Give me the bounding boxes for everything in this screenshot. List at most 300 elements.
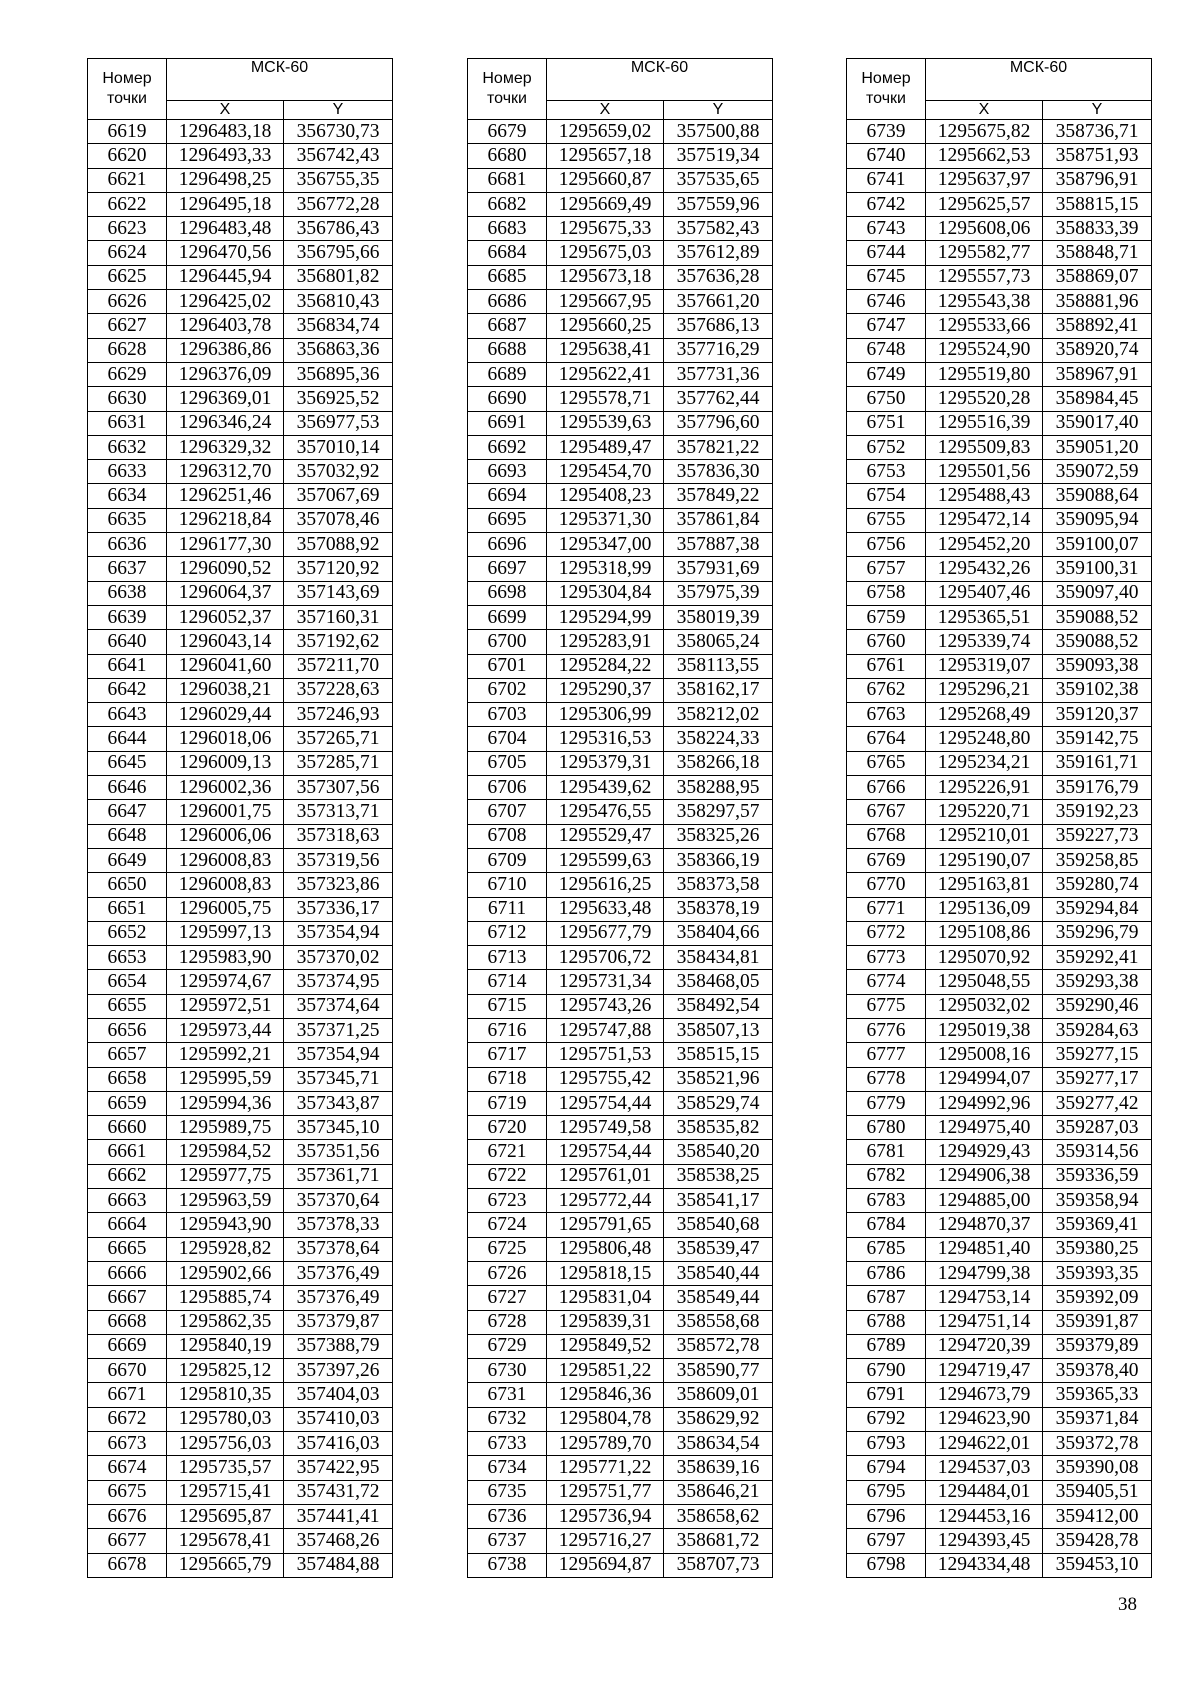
y-coordinate-cell: 359292,41	[1043, 946, 1152, 970]
point-number-cell: 6795	[847, 1480, 926, 1504]
y-coordinate-cell: 357379,87	[284, 1310, 393, 1334]
x-coordinate-cell: 1295578,71	[547, 387, 664, 411]
x-coordinate-cell: 1295637,97	[926, 168, 1043, 192]
y-coordinate-cell: 357120,92	[284, 557, 393, 581]
table-row	[847, 994, 1152, 1018]
table-row	[847, 1067, 1152, 1091]
table-row	[847, 484, 1152, 508]
point-number-cell: 6670	[88, 1359, 167, 1383]
x-coordinate-cell: 1295989,75	[167, 1116, 284, 1140]
table-row	[847, 1359, 1152, 1383]
y-coordinate-cell: 357246,93	[284, 703, 393, 727]
coordinate-system-header: МСК-60	[547, 59, 773, 101]
table-row	[468, 484, 773, 508]
y-coordinate-cell: 358707,73	[664, 1553, 773, 1577]
point-number-cell: 6779	[847, 1091, 926, 1115]
y-coordinate-cell: 358541,17	[664, 1189, 773, 1213]
y-coordinate-cell: 357285,71	[284, 751, 393, 775]
point-number-cell: 6793	[847, 1432, 926, 1456]
table-row	[468, 1504, 773, 1528]
point-number-cell: 6634	[88, 484, 167, 508]
y-coordinate-cell: 357484,88	[284, 1553, 393, 1577]
x-coordinate-cell: 1295290,37	[547, 678, 664, 702]
point-number-cell: 6756	[847, 533, 926, 557]
point-number-header: Номер точки	[847, 59, 926, 120]
point-number-cell: 6680	[468, 144, 547, 168]
y-coordinate-cell: 356863,36	[284, 338, 393, 362]
y-coordinate-cell: 356925,52	[284, 387, 393, 411]
x-coordinate-cell: 1295675,33	[547, 217, 664, 241]
point-number-cell: 6738	[468, 1553, 547, 1577]
point-number-cell: 6666	[88, 1261, 167, 1285]
table-row	[847, 338, 1152, 362]
x-coordinate-cell: 1295248,80	[926, 727, 1043, 751]
y-coordinate-cell: 358297,57	[664, 800, 773, 824]
point-number-cell: 6706	[468, 776, 547, 800]
table-row	[468, 824, 773, 848]
x-coordinate-cell: 1295660,87	[547, 168, 664, 192]
y-coordinate-cell: 358539,47	[664, 1237, 773, 1261]
x-coordinate-cell: 1296386,86	[167, 338, 284, 362]
x-coordinate-cell: 1294994,07	[926, 1067, 1043, 1091]
table-row	[88, 411, 393, 435]
point-number-cell: 6785	[847, 1237, 926, 1261]
point-number-cell: 6701	[468, 654, 547, 678]
point-number-cell: 6648	[88, 824, 167, 848]
y-coordinate-cell: 357345,71	[284, 1067, 393, 1091]
point-number-cell: 6623	[88, 217, 167, 241]
point-number-cell: 6711	[468, 897, 547, 921]
y-coordinate-cell: 357319,56	[284, 848, 393, 872]
x-coordinate-cell: 1295994,36	[167, 1091, 284, 1115]
y-coordinate-cell: 358492,54	[664, 994, 773, 1018]
table-row	[88, 1164, 393, 1188]
point-number-cell: 6727	[468, 1286, 547, 1310]
point-number-cell: 6686	[468, 290, 547, 314]
y-coordinate-cell: 358833,39	[1043, 217, 1152, 241]
y-coordinate-cell: 359088,52	[1043, 605, 1152, 629]
y-coordinate-cell: 358515,15	[664, 1043, 773, 1067]
x-coordinate-cell: 1295677,79	[547, 921, 664, 945]
x-coordinate-cell: 1295662,53	[926, 144, 1043, 168]
point-number-cell: 6786	[847, 1261, 926, 1285]
y-coordinate-cell: 357067,69	[284, 484, 393, 508]
x-coordinate-cell: 1296425,02	[167, 290, 284, 314]
x-coordinate-cell: 1295318,99	[547, 557, 664, 581]
y-coordinate-cell: 358535,82	[664, 1116, 773, 1140]
point-number-cell: 6690	[468, 387, 547, 411]
x-coordinate-cell: 1295665,79	[167, 1553, 284, 1577]
point-number-cell: 6659	[88, 1091, 167, 1115]
point-number-cell: 6783	[847, 1189, 926, 1213]
x-coordinate-cell: 1295754,44	[547, 1091, 664, 1115]
y-coordinate-cell: 359405,51	[1043, 1480, 1152, 1504]
point-number-cell: 6630	[88, 387, 167, 411]
x-coordinate-cell: 1296008,83	[167, 848, 284, 872]
table-row	[88, 290, 393, 314]
y-coordinate-cell: 359428,78	[1043, 1529, 1152, 1553]
y-coordinate-cell: 358572,78	[664, 1334, 773, 1358]
table-row	[468, 362, 773, 386]
y-coordinate-cell: 357410,03	[284, 1407, 393, 1431]
table-row	[468, 848, 773, 872]
y-coordinate-cell: 357416,03	[284, 1432, 393, 1456]
table-row	[847, 290, 1152, 314]
table-row	[88, 144, 393, 168]
x-coordinate-cell: 1296251,46	[167, 484, 284, 508]
point-number-cell: 6789	[847, 1334, 926, 1358]
x-coordinate-cell: 1295625,57	[926, 192, 1043, 216]
table-row	[88, 873, 393, 897]
point-number-cell: 6637	[88, 557, 167, 581]
x-coordinate-cell: 1294851,40	[926, 1237, 1043, 1261]
x-coordinate-cell: 1295543,38	[926, 290, 1043, 314]
table-row	[88, 1043, 393, 1067]
y-coordinate-cell: 359051,20	[1043, 435, 1152, 459]
y-coordinate-cell: 358404,66	[664, 921, 773, 945]
table-row	[847, 800, 1152, 824]
y-coordinate-cell: 359102,38	[1043, 678, 1152, 702]
y-coordinate-cell: 358658,62	[664, 1504, 773, 1528]
x-coordinate-cell: 1295501,56	[926, 460, 1043, 484]
x-coordinate-cell: 1295190,07	[926, 848, 1043, 872]
x-coordinate-cell: 1295557,73	[926, 265, 1043, 289]
table-row	[847, 1237, 1152, 1261]
x-coordinate-cell: 1295983,90	[167, 946, 284, 970]
point-number-cell: 6766	[847, 776, 926, 800]
y-coordinate-cell: 359277,17	[1043, 1067, 1152, 1091]
point-number-cell: 6636	[88, 533, 167, 557]
point-number-cell: 6739	[847, 120, 926, 144]
table-row	[88, 1140, 393, 1164]
table-row	[468, 1529, 773, 1553]
point-number-cell: 6628	[88, 338, 167, 362]
point-number-cell: 6761	[847, 654, 926, 678]
y-coordinate-cell: 357519,34	[664, 144, 773, 168]
table-row	[88, 557, 393, 581]
y-coordinate-cell: 358681,72	[664, 1529, 773, 1553]
x-coordinate-cell: 1295751,53	[547, 1043, 664, 1067]
y-coordinate-cell: 359378,40	[1043, 1359, 1152, 1383]
y-coordinate-cell: 358212,02	[664, 703, 773, 727]
x-coordinate-cell: 1296177,30	[167, 533, 284, 557]
y-coordinate-cell: 359380,25	[1043, 1237, 1152, 1261]
table-row	[847, 217, 1152, 241]
y-coordinate-cell: 357361,71	[284, 1164, 393, 1188]
point-number-cell: 6663	[88, 1189, 167, 1213]
table-row	[88, 217, 393, 241]
x-coordinate-cell: 1296005,75	[167, 897, 284, 921]
table-row	[468, 435, 773, 459]
y-coordinate-cell: 357468,26	[284, 1529, 393, 1553]
point-number-cell: 6676	[88, 1504, 167, 1528]
x-coordinate-cell: 1294393,45	[926, 1529, 1043, 1553]
y-coordinate-cell: 357211,70	[284, 654, 393, 678]
x-coordinate-cell: 1295048,55	[926, 970, 1043, 994]
table-row	[468, 217, 773, 241]
table-row	[847, 168, 1152, 192]
y-coordinate-cell: 356834,74	[284, 314, 393, 338]
y-coordinate-cell: 358378,19	[664, 897, 773, 921]
y-coordinate-cell: 359277,42	[1043, 1091, 1152, 1115]
y-coordinate-cell: 357731,36	[664, 362, 773, 386]
point-number-cell: 6737	[468, 1529, 547, 1553]
point-number-cell: 6622	[88, 192, 167, 216]
y-coordinate-cell: 357422,95	[284, 1456, 393, 1480]
table-row	[88, 192, 393, 216]
x-coordinate-cell: 1295529,47	[547, 824, 664, 848]
table-row	[468, 946, 773, 970]
x-coordinate-cell: 1296008,83	[167, 873, 284, 897]
point-number-cell: 6688	[468, 338, 547, 362]
x-coordinate-cell: 1295339,74	[926, 630, 1043, 654]
y-coordinate-cell: 359100,07	[1043, 533, 1152, 557]
y-coordinate-cell: 358639,16	[664, 1456, 773, 1480]
x-coordinate-cell: 1295657,18	[547, 144, 664, 168]
table-row	[468, 460, 773, 484]
y-coordinate-cell: 356742,43	[284, 144, 393, 168]
point-number-cell: 6635	[88, 508, 167, 532]
x-coordinate-cell: 1296001,75	[167, 800, 284, 824]
table-row	[88, 435, 393, 459]
point-number-cell: 6764	[847, 727, 926, 751]
table-row	[468, 314, 773, 338]
point-number-cell: 6658	[88, 1067, 167, 1091]
point-number-cell: 6754	[847, 484, 926, 508]
table-row	[468, 1359, 773, 1383]
table-row	[468, 1553, 773, 1577]
table-row	[847, 1164, 1152, 1188]
point-number-cell: 6762	[847, 678, 926, 702]
table-row	[468, 776, 773, 800]
point-number-cell: 6790	[847, 1359, 926, 1383]
y-coordinate-cell: 359358,94	[1043, 1189, 1152, 1213]
x-coordinate-cell: 1295977,75	[167, 1164, 284, 1188]
point-number-cell: 6703	[468, 703, 547, 727]
y-coordinate-cell: 357371,25	[284, 1018, 393, 1042]
y-coordinate-cell: 358967,91	[1043, 362, 1152, 386]
table-row	[468, 1310, 773, 1334]
coordinates-table-2	[467, 58, 773, 1578]
x-coordinate-cell: 1295772,44	[547, 1189, 664, 1213]
x-coordinate-cell: 1295294,99	[547, 605, 664, 629]
y-coordinate-cell: 359142,75	[1043, 727, 1152, 751]
point-number-cell: 6773	[847, 946, 926, 970]
x-coordinate-cell: 1296064,37	[167, 581, 284, 605]
table-row	[88, 605, 393, 629]
point-number-cell: 6678	[88, 1553, 167, 1577]
table-row	[847, 824, 1152, 848]
x-coordinate-cell: 1295284,22	[547, 654, 664, 678]
y-column-header: Y	[284, 101, 393, 120]
point-number-cell: 6777	[847, 1043, 926, 1067]
point-number-cell: 6745	[847, 265, 926, 289]
table-row	[847, 1286, 1152, 1310]
point-number-cell: 6707	[468, 800, 547, 824]
x-coordinate-cell: 1296369,01	[167, 387, 284, 411]
point-number-cell: 6775	[847, 994, 926, 1018]
table-row	[847, 1334, 1152, 1358]
table-row	[88, 1334, 393, 1358]
y-coordinate-cell: 359392,09	[1043, 1286, 1152, 1310]
y-coordinate-cell: 357500,88	[664, 120, 773, 144]
table-row	[468, 192, 773, 216]
y-coordinate-cell: 357374,95	[284, 970, 393, 994]
y-coordinate-cell: 358540,20	[664, 1140, 773, 1164]
point-number-cell: 6760	[847, 630, 926, 654]
point-number-cell: 6770	[847, 873, 926, 897]
x-coordinate-cell: 1296445,94	[167, 265, 284, 289]
y-coordinate-cell: 358373,58	[664, 873, 773, 897]
x-coordinate-cell: 1295818,15	[547, 1261, 664, 1285]
x-coordinate-cell: 1295963,59	[167, 1189, 284, 1213]
point-number-cell: 6697	[468, 557, 547, 581]
x-coordinate-cell: 1295660,25	[547, 314, 664, 338]
x-coordinate-cell: 1295070,92	[926, 946, 1043, 970]
y-coordinate-cell: 357354,94	[284, 1043, 393, 1067]
x-coordinate-cell: 1295669,49	[547, 192, 664, 216]
point-number-cell: 6626	[88, 290, 167, 314]
table-row	[88, 970, 393, 994]
x-coordinate-cell: 1295520,28	[926, 387, 1043, 411]
x-coordinate-cell: 1295234,21	[926, 751, 1043, 775]
table-row	[88, 168, 393, 192]
x-coordinate-cell: 1295539,63	[547, 411, 664, 435]
point-number-cell: 6715	[468, 994, 547, 1018]
table-row	[468, 1189, 773, 1213]
x-coordinate-cell: 1295675,82	[926, 120, 1043, 144]
table-row	[847, 1018, 1152, 1042]
y-coordinate-cell: 359294,84	[1043, 897, 1152, 921]
x-coordinate-cell: 1294885,00	[926, 1189, 1043, 1213]
table-row	[847, 1456, 1152, 1480]
x-coordinate-cell: 1295885,74	[167, 1286, 284, 1310]
x-coordinate-cell: 1296329,32	[167, 435, 284, 459]
table-row	[468, 411, 773, 435]
point-number-cell: 6696	[468, 533, 547, 557]
x-coordinate-cell: 1295789,70	[547, 1432, 664, 1456]
x-coordinate-cell: 1295716,27	[547, 1529, 664, 1553]
table-row	[468, 290, 773, 314]
table-row	[88, 630, 393, 654]
y-coordinate-cell: 358558,68	[664, 1310, 773, 1334]
point-number-cell: 6719	[468, 1091, 547, 1115]
y-coordinate-cell: 357887,38	[664, 533, 773, 557]
point-number-cell: 6641	[88, 654, 167, 678]
point-number-cell: 6639	[88, 605, 167, 629]
x-column-header: X	[167, 101, 284, 120]
y-coordinate-cell: 358920,74	[1043, 338, 1152, 362]
y-coordinate-cell: 357313,71	[284, 800, 393, 824]
y-coordinate-cell: 359088,64	[1043, 484, 1152, 508]
table-row	[468, 533, 773, 557]
table-row	[468, 727, 773, 751]
x-coordinate-cell: 1295731,34	[547, 970, 664, 994]
point-number-cell: 6730	[468, 1359, 547, 1383]
y-coordinate-cell: 357088,92	[284, 533, 393, 557]
point-number-cell: 6691	[468, 411, 547, 435]
x-coordinate-cell: 1296018,06	[167, 727, 284, 751]
table-row	[847, 678, 1152, 702]
y-coordinate-cell: 359120,37	[1043, 703, 1152, 727]
point-number-cell: 6669	[88, 1334, 167, 1358]
table-row	[88, 338, 393, 362]
x-coordinate-cell: 1295995,59	[167, 1067, 284, 1091]
y-coordinate-cell: 356772,28	[284, 192, 393, 216]
point-number-cell: 6767	[847, 800, 926, 824]
table-row	[88, 1213, 393, 1237]
y-coordinate-cell: 358892,41	[1043, 314, 1152, 338]
x-coordinate-cell: 1294623,90	[926, 1407, 1043, 1431]
table-row	[88, 1407, 393, 1431]
table-row	[88, 1189, 393, 1213]
point-number-cell: 6631	[88, 411, 167, 435]
point-number-cell: 6724	[468, 1213, 547, 1237]
x-coordinate-cell: 1296495,18	[167, 192, 284, 216]
point-number-cell: 6750	[847, 387, 926, 411]
y-coordinate-cell: 359391,87	[1043, 1310, 1152, 1334]
table-row	[847, 946, 1152, 970]
point-number-cell: 6759	[847, 605, 926, 629]
x-coordinate-cell: 1295754,44	[547, 1140, 664, 1164]
table-row	[88, 1116, 393, 1140]
point-number-cell: 6774	[847, 970, 926, 994]
x-coordinate-cell: 1295599,63	[547, 848, 664, 872]
table-row	[468, 897, 773, 921]
y-coordinate-cell: 357397,26	[284, 1359, 393, 1383]
table-row	[847, 776, 1152, 800]
table-row	[847, 751, 1152, 775]
x-coordinate-cell: 1295008,16	[926, 1043, 1043, 1067]
point-number-header: Номер точки	[468, 59, 547, 120]
y-coordinate-cell: 358736,71	[1043, 120, 1152, 144]
y-coordinate-cell: 357861,84	[664, 508, 773, 532]
y-coordinate-cell: 359336,59	[1043, 1164, 1152, 1188]
x-coordinate-cell: 1295715,41	[167, 1480, 284, 1504]
y-coordinate-cell: 357351,56	[284, 1140, 393, 1164]
point-number-cell: 6771	[847, 897, 926, 921]
point-number-cell: 6647	[88, 800, 167, 824]
x-coordinate-cell: 1296346,24	[167, 411, 284, 435]
y-coordinate-cell: 359453,10	[1043, 1553, 1152, 1577]
x-coordinate-cell: 1295210,01	[926, 824, 1043, 848]
y-coordinate-cell: 357535,65	[664, 168, 773, 192]
table-row	[468, 1432, 773, 1456]
y-coordinate-cell: 358609,01	[664, 1383, 773, 1407]
table-row	[88, 824, 393, 848]
x-coordinate-cell: 1295616,25	[547, 873, 664, 897]
point-number-cell: 6653	[88, 946, 167, 970]
x-coordinate-cell: 1295673,18	[547, 265, 664, 289]
x-coordinate-cell: 1295019,38	[926, 1018, 1043, 1042]
table-row	[88, 460, 393, 484]
y-coordinate-cell: 358065,24	[664, 630, 773, 654]
y-coordinate-cell: 357345,10	[284, 1116, 393, 1140]
point-number-cell: 6625	[88, 265, 167, 289]
y-coordinate-cell: 357160,31	[284, 605, 393, 629]
y-coordinate-cell: 359284,63	[1043, 1018, 1152, 1042]
x-coordinate-cell: 1296006,06	[167, 824, 284, 848]
table-row	[88, 654, 393, 678]
x-coordinate-cell: 1295743,26	[547, 994, 664, 1018]
y-coordinate-cell: 358366,19	[664, 848, 773, 872]
y-coordinate-cell: 358815,15	[1043, 192, 1152, 216]
table-row	[88, 1286, 393, 1310]
x-coordinate-cell: 1295997,13	[167, 921, 284, 945]
x-coordinate-cell: 1296038,21	[167, 678, 284, 702]
x-coordinate-cell: 1296403,78	[167, 314, 284, 338]
point-number-cell: 6709	[468, 848, 547, 872]
